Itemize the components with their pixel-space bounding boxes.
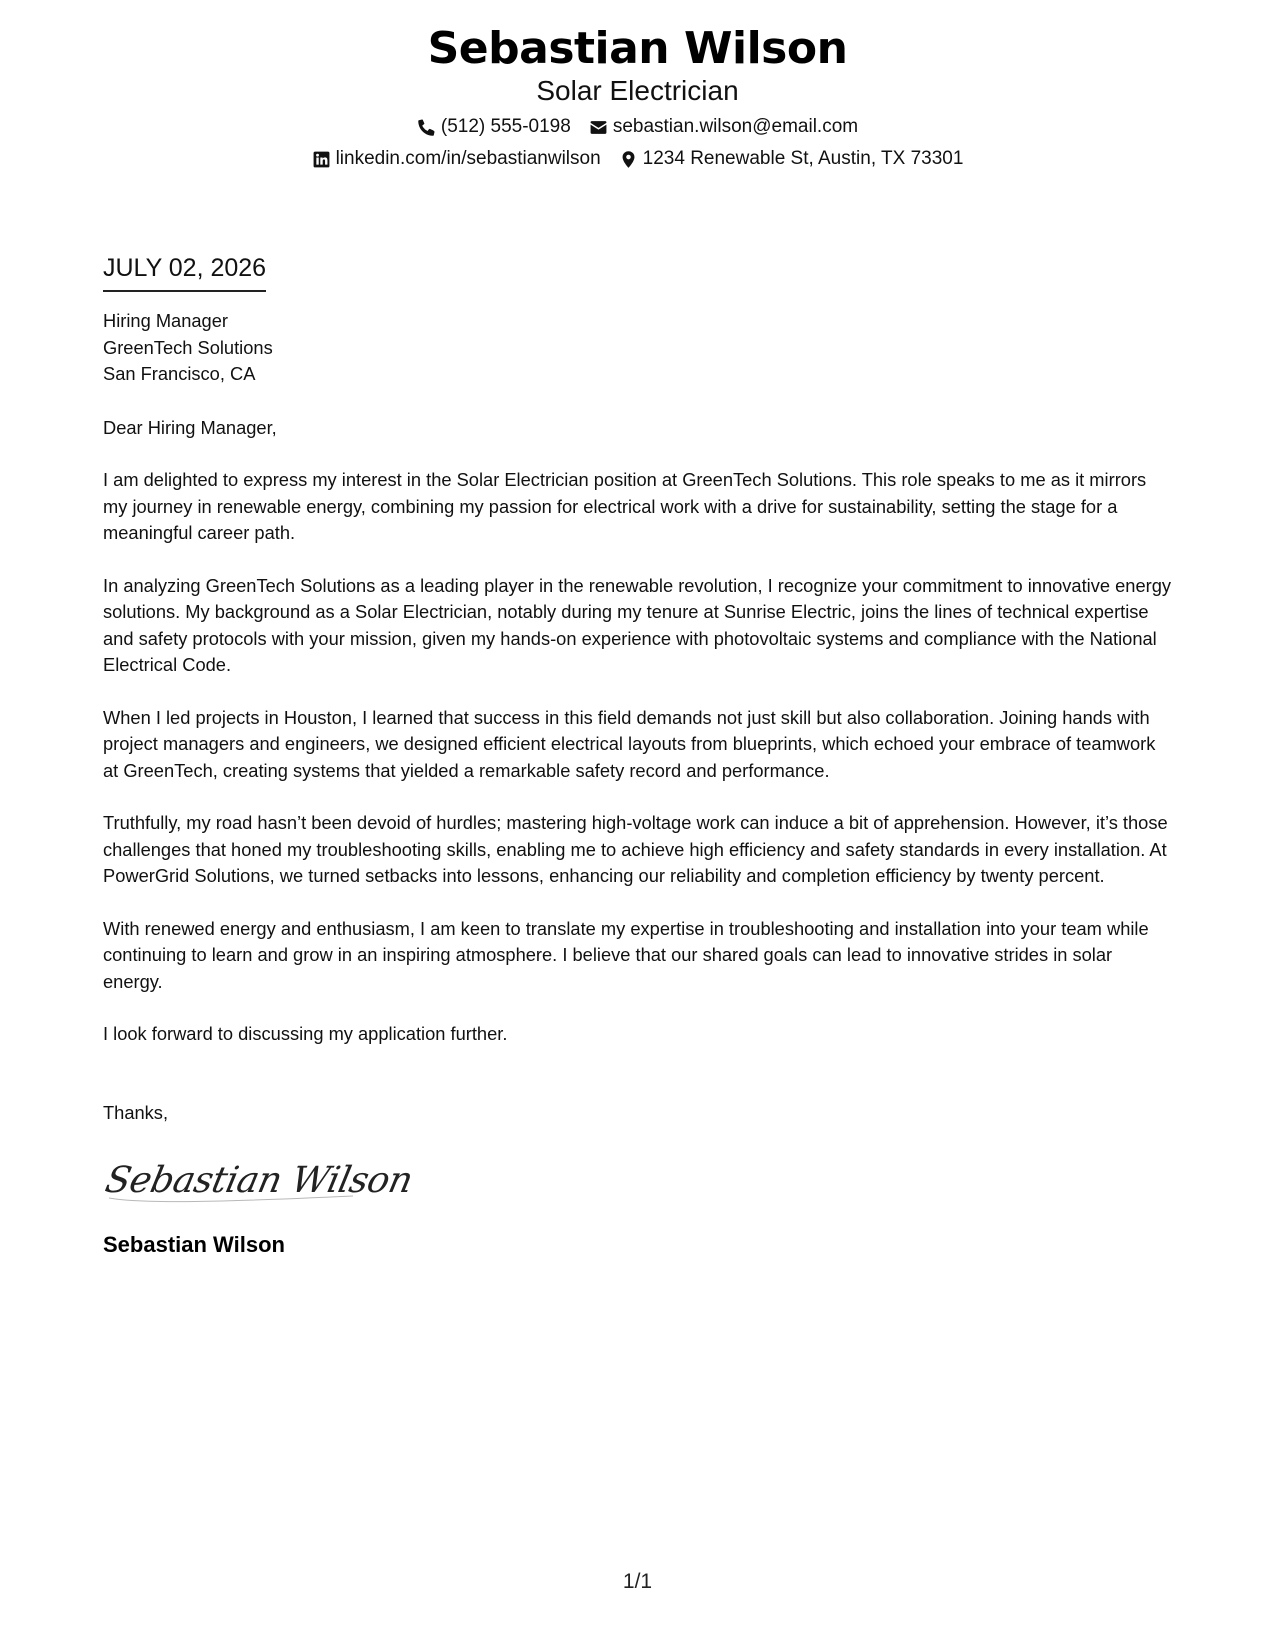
phone-icon: [417, 118, 436, 137]
body-paragraph: I look forward to discussing my application further.: [103, 1023, 508, 1044]
svg-text:Sebastian Wilson: Sebastian Wilson: [101, 1158, 417, 1201]
contact-row-2: [0, 143, 1275, 175]
linkedin-contact[interactable]: [312, 143, 601, 175]
body-paragraph: With renewed energy and enthusiasm, I am keen to translate my expertise in troubleshooting and installation into your team while continuing to learn and grow in an inspiring atmosphere. I believe that our shared goals can lead to innovative strides in solar energy.: [103, 917, 1149, 992]
body-paragraph: When I led projects in Houston, I learned that success in this field demands not just skill but also collaboration. Joining hands with project managers and engineers, we designed efficient electrical layouts from blueprints, which echoed your embrace of teamwork at GreenTech, creating systems that yielded a remarkable safety record and performance.: [103, 706, 1156, 781]
signer-name: Sebastian Wilson: [103, 1232, 285, 1257]
letter-date: JULY 02, 2026: [103, 252, 266, 292]
phone-contact: [417, 111, 571, 143]
recipient-block: [103, 308, 1173, 388]
page-number: 1/1: [622, 1570, 653, 1593]
recipient-line: San Francisco, CA: [103, 363, 256, 384]
applicant-title: Solar Electrician: [536, 75, 739, 106]
applicant-name: Sebastian Wilson: [427, 23, 848, 74]
recipient-line: GreenTech Solutions: [103, 336, 273, 358]
address-contact: [619, 143, 964, 175]
body-paragraph: I am delighted to express my interest in the Solar Electrician position at GreenTech Solutions. This role speaks to me as it mirrors my journey in renewable energy, combining my passion for electrical work with a drive for sustainability, setting the stage for a meaningful career path.: [103, 469, 1147, 543]
body-paragraph: In analyzing GreenTech Solutions as a leading player in the renewable revolution, I recognize your commitment to innovative energy solutions. My background as a Solar Electrician, notably during my tenure at Sunrise Electric, joins the lines of technical expertise and safety protocols with your mission, given my hands-on experience with photovoltaic systems and compliance with the National Electrical Code.: [103, 574, 1172, 675]
linkedin-icon: [312, 150, 331, 169]
letter-body: [103, 252, 1173, 1260]
address-text: 1234 Renewable St, Austin, TX 73301: [642, 148, 964, 169]
body-paragraph: Truthfully, my road hasn’t been devoid of hurdles; mastering high-voltage work can induce a bit of apprehension. However, it’s those challenges that honed my troubleshooting skills, enabling me to achieve high efficiency and safety standards in every installation. At PowerGrid Solutions, we turned setbacks into lessons, enhancing our reliability and completion efficiency by twenty percent.: [103, 812, 1168, 886]
closing: Thanks,: [103, 1101, 169, 1123]
email-contact[interactable]: [589, 111, 858, 143]
contact-row-1: [0, 111, 1275, 143]
envelope-icon: [589, 118, 608, 137]
phone-text: (512) 555-0198: [440, 116, 571, 137]
map-pin-icon: [619, 150, 638, 169]
letter-header: [0, 22, 1275, 175]
linkedin-text[interactable]: linkedin.com/in/sebastianwilson: [335, 148, 601, 169]
salutation: Dear Hiring Manager,: [103, 416, 277, 438]
handwritten-signature: [103, 1148, 1173, 1218]
email-text[interactable]: sebastian.wilson@email.com: [612, 116, 859, 137]
recipient-line: Hiring Manager: [103, 310, 228, 331]
